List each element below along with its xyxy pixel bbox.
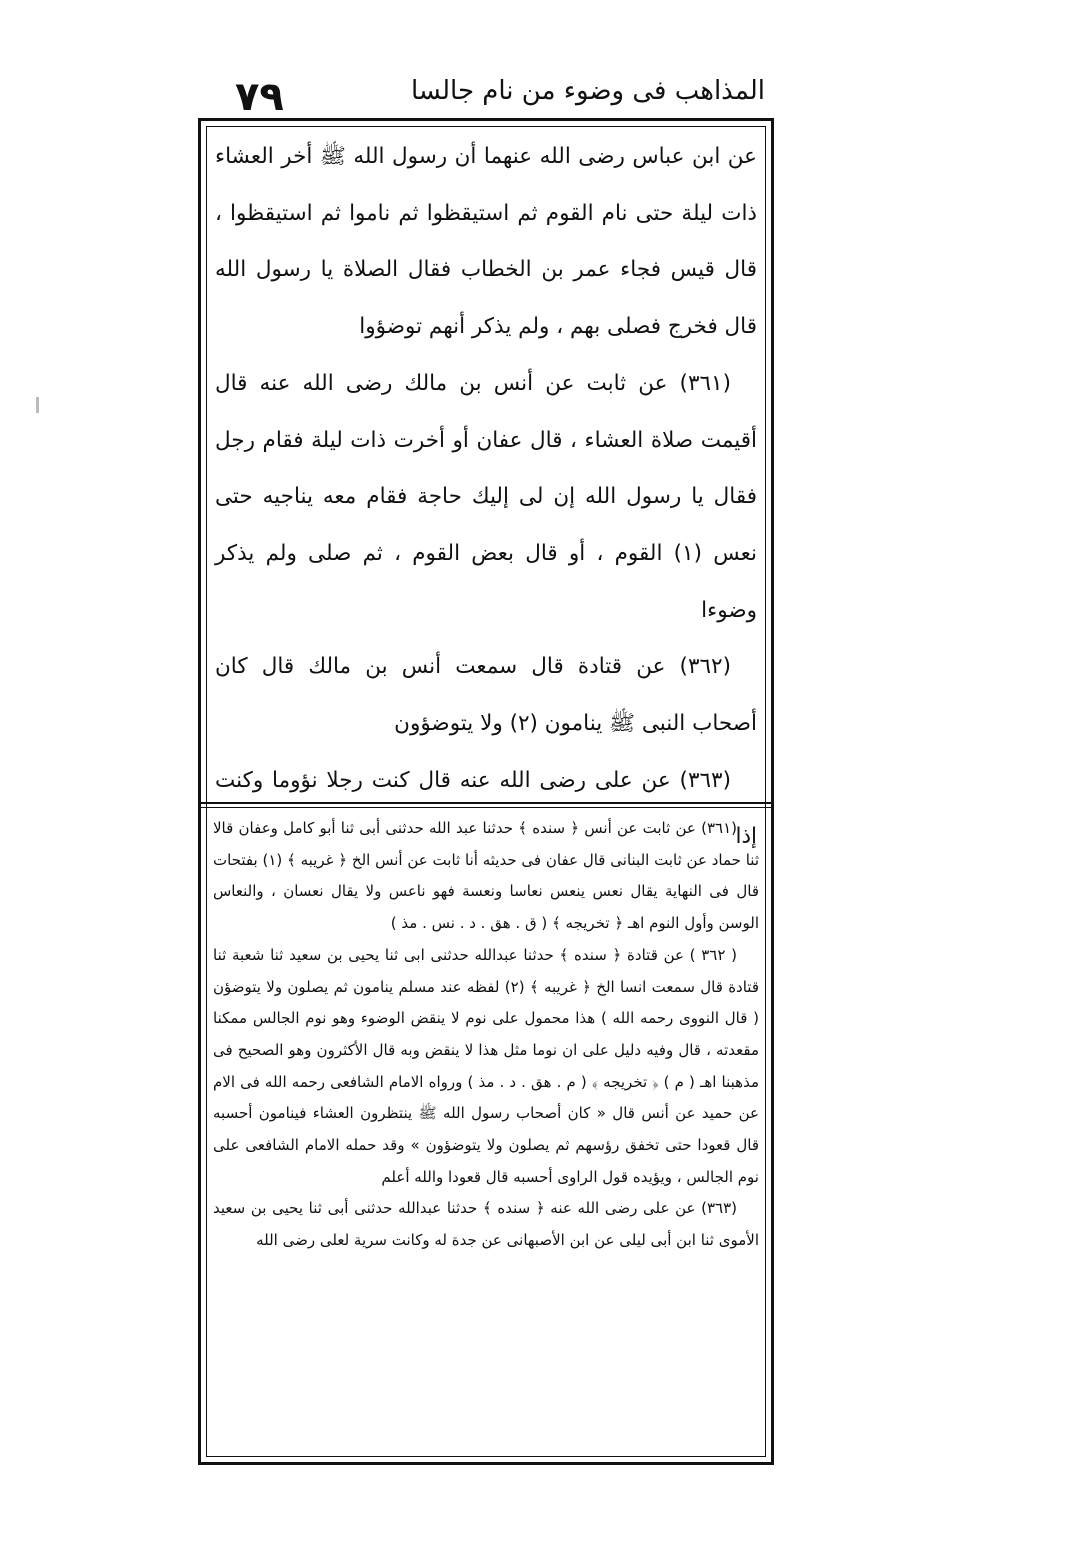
hadith-362: (٣٦٢) عن قتادة قال سمعت أنس بن مالك قال كان أصحاب النبى ﷺ ينامون (٢) ولا يتوضؤون xyxy=(215,654,757,737)
scan-artifact xyxy=(36,397,39,413)
page-frame xyxy=(198,118,774,1465)
continuation-text: عن ابن عباس رضى الله عنهما أن رسول الله ﷺ أخر العشاء ذات ليلة حتى نام القوم ثم استيقظوا ثم ناموا ثم استيقظوا ، قال قيس فجاء عمر بن الخطاب فقال الصلاة يا رسول الله قال فخرج فصلى بهم ، ولم يذكر أنهم توضؤوا xyxy=(215,144,757,340)
section-divider xyxy=(201,802,771,804)
page-header xyxy=(205,72,765,118)
note-363: (٣٦٣) عن على رضى الله عنه ﴿ سنده ﴾ حدثنا عبدالله حدثنى أبى ثنا يحيى بن سعيد الأموى ثنا ابن أبى ليلى عن ابن الأصبهانى عن جدة له وكانت سرية لعلى رضى الله xyxy=(213,1199,759,1250)
note-362: ( ٣٦٢ ) عن قتادة ﴿ سنده ﴾ حدثنا عبدالله حدثنى ابى ثنا يحيى بن سعيد ثنا شعبة ثنا قتادة قال سمعت انسا الخ ﴿ غريبه ﴾ (٢) لفظه عند مسلم ينامون ثم يصلون ولا يتوضؤن ( قال النووى رحمه الله ) هذا محمول على نوم لا ينقض الوضوء وهو نوم الجالس ممكنا مقعدته ، قال وفيه دليل على ان نوما مثل هذا لا ينقض وبه قال الأكثرون وهو الصحيح فى مذهبنا اهـ ( م ) ﴿ تخريجه ﴾ ( م . هق . د . مذ ) ورواه الامام الشافعى رحمه الله فى الام عن حميد عن أنس قال « كان أصحاب رسول الله ﷺ ينتظرون العشاء فينامون أحسبه قال قعودا حتى تخفق رؤسهم ثم يصلون ولا يتوضؤون » وقد حمله الامام الشافعى على نوم الجالس ، ويؤيده قول الراوى أحسبه قال قعودا والله أعلم xyxy=(213,945,759,1186)
hadith-363: (٣٦٣) عن على رضى الله عنه قال كنت رجلا نؤوما وكنت إذا xyxy=(215,767,757,850)
page-number: ٧٩ xyxy=(235,74,284,120)
section-divider-secondary xyxy=(201,807,771,808)
hadith-361: (٣٦١) عن ثابت عن أنس بن مالك رضى الله عنه قال أقيمت صلاة العشاء ، قال عفان أو أخرت ذات ليلة فقام رجل فقال يا رسول الله إن لى إليك حاجة فقام معه يناجيه حتى نعس (١) القوم ، أو قال بعض القوم ، ثم صلى ولم يذكر وضوءا xyxy=(215,370,757,623)
commentary-notes xyxy=(213,813,759,1257)
running-title: المذاهب فى وضوء من نام جالسا xyxy=(410,76,765,106)
note-361: (٣٦١) عن ثابت عن أنس ﴿ سنده ﴾ حدثنا عبد الله حدثنى أبى ثنا أبو كامل وعفان قالا ثنا حماد عن ثابت البنانى قال عفان فى حديثه أنا ثابت عن أنس الخ ﴿ غريبه ﴾ (١) بفتحات قال فى النهاية يقال نعس ينعس نعاسا ونعسة فهو ناعس ولا يقال نعسان ، والنعاس الوسن وأول النوم اهـ ﴿ تخريجه ﴾ ( ق . هق . د . نس . مذ ) xyxy=(213,819,759,933)
main-text xyxy=(215,129,757,866)
